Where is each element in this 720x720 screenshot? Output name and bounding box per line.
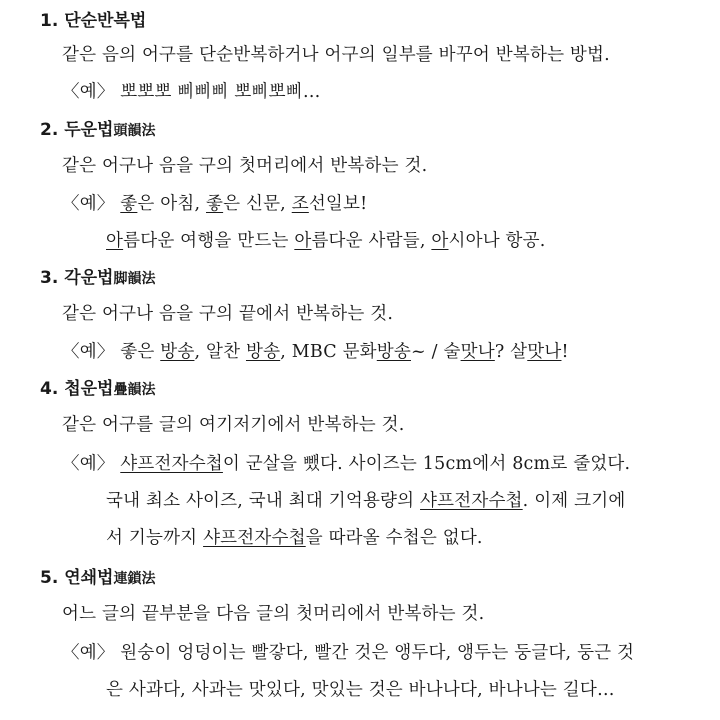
section-5-example-line: [106, 676, 615, 701]
example-text: ? 살: [494, 342, 528, 362]
example-text: ~ / 술: [411, 342, 461, 362]
example-text: 을 따라올 수첩은 없다.: [305, 528, 483, 548]
section-3-definition: 같은 어구나 음을 구의 끝에서 반복하는 것.: [62, 304, 394, 324]
example-text: 〈예〉 뽀뽀뽀 삐삐삐 뽀삐뽀삐…: [62, 82, 321, 102]
underlined-text: 방송: [160, 342, 195, 362]
example-text: . 이제 크기에: [522, 491, 626, 511]
section-title-hanja: 脚韻法: [113, 271, 156, 287]
section-1-definition: 같은 음의 어구를 단순반복하거나 어구의 일부를 바꾸어 반복하는 방법.: [62, 45, 610, 65]
example-text: 름다운 여행을 만드는: [123, 231, 295, 251]
example-text: !: [561, 342, 569, 362]
section-5-example-line: [62, 639, 634, 664]
section-5-definition: 어느 글의 끝부분을 다음 글의 첫머리에서 반복하는 것.: [62, 604, 485, 624]
section-title-text: 3. 각운법: [40, 268, 114, 288]
example-text: 름다운 사람들,: [311, 231, 432, 251]
underlined-text: 아: [431, 231, 449, 251]
section-3-example-line: [62, 338, 569, 363]
example-text: 은 사과다, 사과는 맛있다, 맛있는 것은 바나나다, 바나나는 길다…: [106, 680, 615, 700]
section-title-text: 2. 두운법: [40, 120, 114, 140]
section-title-text: 1. 단순반복법: [40, 11, 147, 31]
underlined-text: 샤프전자수첩: [420, 491, 523, 511]
underlined-text: 방송: [376, 342, 411, 362]
example-text: 국내 최소 사이즈, 국내 최대 기억용량의: [106, 491, 421, 511]
section-2-title: [40, 115, 155, 140]
section-4-example-line: [106, 487, 626, 512]
underlined-text: 좋: [206, 194, 224, 214]
underlined-text: 조: [291, 194, 309, 214]
section-title-text: 4. 첩운법: [40, 379, 114, 399]
example-text: 〈예〉: [62, 194, 121, 214]
section-title-text: 5. 연쇄법: [40, 568, 114, 588]
section-4-example-line: [106, 524, 483, 549]
underlined-text: 아: [294, 231, 312, 251]
section-1-title: [40, 6, 146, 31]
section-3-title: [40, 263, 155, 288]
underlined-text: 샤프전자수첩: [120, 454, 223, 474]
section-4-definition: 같은 어구를 글의 여기저기에서 반복하는 것.: [62, 415, 405, 435]
underlined-text: 아: [106, 231, 124, 251]
example-text: 〈예〉 좋은: [62, 342, 161, 362]
underlined-text: 맛나: [527, 342, 562, 362]
section-5-title: [40, 563, 155, 588]
section-2-definition: 같은 어구나 음을 구의 첫머리에서 반복하는 것.: [62, 156, 428, 176]
section-4-title: [40, 374, 155, 399]
underlined-text: 샤프전자수첩: [203, 528, 306, 548]
example-text: 이 군살을 뺐다. 사이즈는 15cm에서 8cm로 줄었다.: [222, 454, 631, 474]
underlined-text: 방송: [245, 342, 281, 362]
section-1-example-line: [62, 78, 321, 103]
example-text: 선일보!: [308, 194, 368, 214]
underlined-text: 맛나: [460, 342, 495, 362]
section-4-example-line: [62, 450, 630, 475]
example-text: 시아나 항공.: [448, 231, 546, 251]
example-text: 〈예〉: [62, 454, 121, 474]
underlined-text: 좋: [120, 194, 138, 214]
example-text: 〈예〉 원숭이 엉덩이는 빨갛다, 빨간 것은 앵두다, 앵두는 둥글다, 둥근 것: [62, 643, 635, 663]
section-title-hanja: 頭韻法: [113, 123, 156, 139]
example-text: , 알찬: [194, 342, 246, 362]
section-2-example-line: [62, 190, 367, 215]
example-text: , MBC 문화: [280, 342, 377, 362]
example-text: 서 기능까지: [106, 528, 204, 548]
example-text: 은 아침,: [137, 194, 206, 214]
example-text: 은 신문,: [223, 194, 292, 214]
section-title-hanja: 疊韻法: [113, 382, 156, 398]
section-2-example-line: [106, 227, 546, 252]
section-title-hanja: 連鎖法: [113, 571, 156, 587]
